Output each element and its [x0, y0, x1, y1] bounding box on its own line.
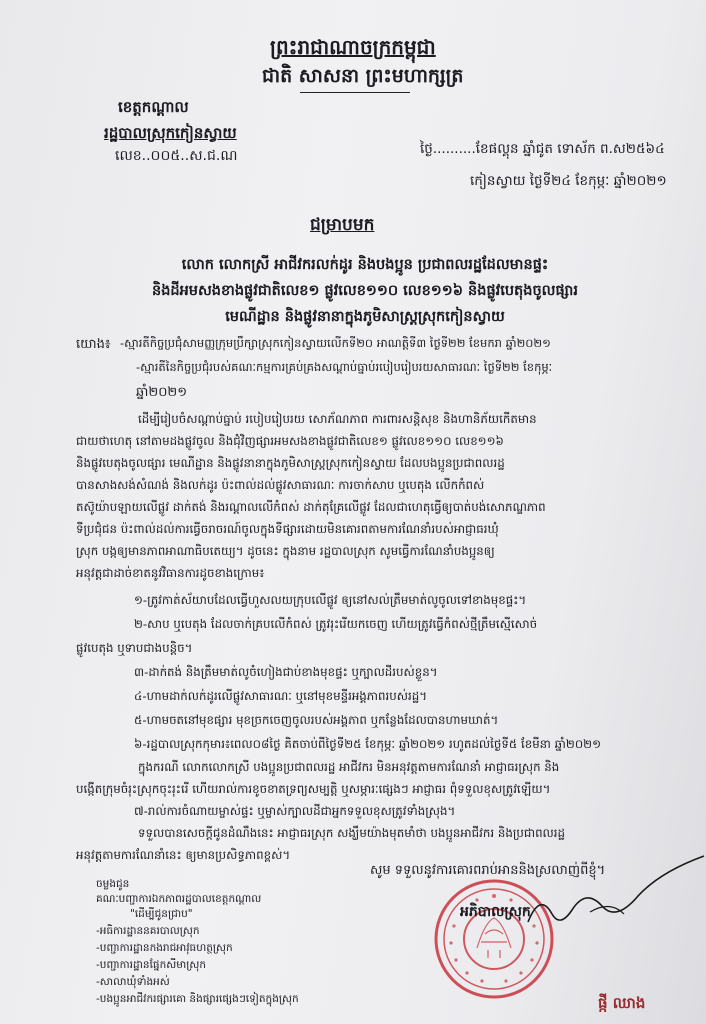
- cc-item: -បញ្ជាការដ្ឋានផ្នែកសីមាស្រុក: [96, 959, 207, 971]
- after-line: ទទួលបានសេចក្តីជូនដំណឹងនេះ អាជ្ញាធរស្រុក សង្ឃឹមយ៉ាងមុតមាំថា បងប្អូនអាជីវករ និងប្រជាពលរដ្ឋ: [138, 826, 566, 840]
- after-line: បង្កើតក្រុមចំរុះស្រុកចុះរុះរើ ហើយរាល់ការខូចខាតទ្រព្យសម្បត្តិ ឬសម្ភារៈផ្សេងៗ អាជ្ញាធរ ពុំទទួលខុសត្រូវឡើយ។: [76, 782, 551, 796]
- cc-item: -អធិការដ្ឋាននគរបាលស្រុក: [96, 925, 200, 937]
- measure-item-cont: ផ្លូវបេតុង ឬទាបជាងបន្តិច។: [76, 641, 193, 655]
- signer-name: ផ្កី ឈាង: [598, 994, 646, 1012]
- subject-line-3: មេណីដ្ឋាន និងផ្លូវនានាក្នុងភូមិសាស្ត្រស្រុកកៀនស្វាយ: [225, 309, 505, 325]
- after-line: ៧-រាល់ការចំណាយម្ចាស់ផ្ទះ ឬម្ចាស់ក្បាលដីជាអ្នកទទួលខុសត្រូវទាំងស្រុង។: [134, 804, 456, 818]
- intro-line: អនុវត្តជាដាច់ខាតនូវវិធានការដូចខាងក្រោម៖: [76, 566, 265, 580]
- cc-item: "ដើម្បីជូនជ្រាប": [130, 908, 193, 920]
- province-name: ខេត្តកណ្តាល: [118, 98, 189, 116]
- header-divider: [300, 92, 410, 93]
- solar-date: កៀនស្វាយ ថ្ងៃទី២៤ ខែកុម្ភៈ ឆ្នាំ២០២១: [470, 173, 667, 189]
- motto-heading: ជាតិ សាសនា ព្រះមហាក្សត្រ: [262, 65, 464, 87]
- measures-list: [76, 588, 674, 756]
- signature-icon: [520, 852, 706, 942]
- measure-item: ១-ត្រូវកាត់ស័យាបដែលធ្វើហួសលយក្រុបលើផ្លូវ ឲ្យនៅសល់ត្រឹមមាត់លូចូលទៅខាងមុខផ្ទះ។: [134, 593, 527, 607]
- reference-item-2: -ស្មារតីនៃកិច្ចប្រជុំរបស់គណៈកម្មការគ្រប់គ្រងសណ្តាប់ធ្នាប់របៀបរៀបរយសាធារណៈ ថ្ងៃទី២២ ខែកុម្ភៈ: [136, 360, 553, 374]
- lunar-date: ថ្ងៃ..........ខែផល្គុន ឆ្នាំជូត ទោស័ក ព.ស២៥៦៤: [420, 141, 665, 157]
- after-line: អនុវត្តតាមការណែនាំនេះ ឲ្យមានប្រសិទ្ធភាពខ្ពស់។: [76, 848, 291, 862]
- after-line: ក្នុងករណី លោកលោកស្រី បងប្អូនប្រជាពលរដ្ឋ អាជីវករ មិនអនុវត្តតាមការណែនាំ អាជ្ញាធរស្រុក និង: [138, 760, 560, 774]
- reference-label: យោង៖: [76, 337, 111, 352]
- measure-item: ៦-រដ្ឋបាលស្រុកកុមារ៖ពេល០៨ថ្ងៃ គិតចាប់ពីថ្ងៃទី២៥ ខែកុម្ភៈ ឆ្នាំ២០២១ រហូតដល់ថ្ងៃទី៥ ខែមីនា ឆ្នាំ២០២១: [134, 737, 602, 751]
- cc-title: ចម្លងជូន: [96, 878, 130, 890]
- intro-line: ទីប្រជុំជន ប៉ះពាល់ដល់ការធ្វើចរាចរណ៍ចូលក្នុងទីផ្សារដោយមិនគោរពតាមការណែនាំរបស់អាជ្ញាធរឃុំ: [76, 522, 499, 536]
- measure-item: ៥-ហាមចតនៅមុខផ្សារ មុខច្រកចេញចូលរបស់អង្គភាព ឬកន្លែងដែលបានហាមឃាត់។: [134, 713, 499, 727]
- after-paragraph: [76, 756, 676, 866]
- intro-line: និងផ្លូវបេតុងចូលផ្សារ មេណីដ្ឋាន និងផ្លូវនានាក្នុងភូមិសាស្ត្រស្រុកកៀនស្វាយ ដែលបងប្អូនប្រជាពលរដ្ឋ: [76, 456, 505, 470]
- intro-line: ស្រុក បង្កឲ្យមានភាពអាណាធិបតេយ្យ។ ដូចនេះ ក្នុងនាម រដ្ឋបាលស្រុក សូមធ្វើការណែនាំបងប្អូនឲ្យ: [76, 544, 495, 558]
- reference-item-2-cont: ឆ្នាំ២០២១: [136, 385, 188, 400]
- cc-item: -បងប្អូនអាជីវករផ្សារគោ និងផ្សារផ្សេងៗទៀតក្នុងស្រុក: [96, 993, 299, 1005]
- measure-item: ៣-ដាក់តង់ និងត្រឹមមាត់លូចំហៀងជាប់ខាងមុខផ្ទះ ឬក្បាលដីរបស់ខ្លួន។: [134, 665, 438, 679]
- cc-item: គណៈបញ្ជាការឯកភាពរដ្ឋបាលខេត្តកណ្តាល: [96, 893, 262, 905]
- reference-number: លេខ..០០៥..ស.ជ.ណ: [115, 148, 238, 164]
- reference-item-1: -ស្មារតីកិច្ចប្រជុំសាមញ្ញក្រុមប្រឹក្សាស្រុកកៀនស្វាយលើកទី២០ អាណត្តិទី៣ ថ្ងៃទី២២ ខែមករា ឆ្នាំ២០២១: [120, 336, 551, 350]
- measure-item: ៤-ហាមដាក់លក់ដូរលើផ្លូវសាធារណៈ ឬនៅមុខមន្ទីរអង្គភាពរបស់រដ្ឋ។: [134, 689, 427, 703]
- signature-title: អភិបាលស្រុក: [460, 904, 531, 920]
- cc-item: -បញ្ជាការដ្ឋានកងរាជអាវុធហត្ថស្រុក: [96, 942, 233, 954]
- intro-line: ដើម្បីរៀបចំសណ្តាប់ធ្នាប់ របៀបរៀបរយ សោភ័ណភាព ការពារសន្តិសុខ និងហានិភ័យកើតមាន: [138, 412, 537, 426]
- closing-line: សូម ទទួលនូវការគោរពរាប់អាននិងស្រលាញ់ពីខ្ញុំ។: [370, 863, 606, 878]
- document-title: ជម្រាបមក: [310, 215, 375, 235]
- subject-line-2: និងដីអមសងខាងផ្លូវជាតិលេខ១ ផ្លូវលេខ១១០ លេខ១១៦ និងផ្លូវបេតុងចូលផ្សារ: [151, 283, 578, 299]
- intro-line: តស៊ូយ៉ាបឡាយលើផ្លូវ ដាក់តង់ និងរណ្តាលលើកំពស់ ដាក់តុគ្រែលើផ្លូវ ដែលជាហេតុធ្វើឲ្យបាត់បង់សោភណ្ឌភាព: [76, 500, 546, 514]
- measure-item: ២-សាប ឬបេតុង ដែលចាក់គ្របលើកំពស់ ត្រូវរុះរើយកចេញ ហើយត្រូវធ្វើកំពស់ថ្មីត្រឹមស្មើសោច់: [134, 617, 538, 631]
- subject-line-1: លោក លោកស្រី អាជីវករលក់ដូរ និងបងប្អូន ប្រជាពលរដ្ឋដែលមានផ្ទះ: [181, 257, 549, 273]
- intro-line: បានសាងសង់សំណង់ និងលក់ដូរ ប៉ះពាល់ដល់ផ្លូវសាធារណៈ ការចាក់សាប ឬបេតុង លើកកំពស់: [76, 478, 485, 492]
- kingdom-heading: ព្រះរាជាណាចក្រកម្ពុជា: [270, 35, 436, 59]
- cc-item: -សាលាឃុំទាំងអស់: [96, 976, 170, 988]
- intro-paragraph: [76, 408, 676, 584]
- district-admin-name: រដ្ឋបាលស្រុកកៀនស្វាយ: [104, 124, 237, 142]
- intro-line: ជាយថាហេតុ នៅតាមដងផ្លូវចូល និងជុំវិញផ្សារអមសងខាងផ្លូវជាតិលេខ១ ផ្លូវលេខ១១០ លេខ១១៦: [76, 434, 504, 448]
